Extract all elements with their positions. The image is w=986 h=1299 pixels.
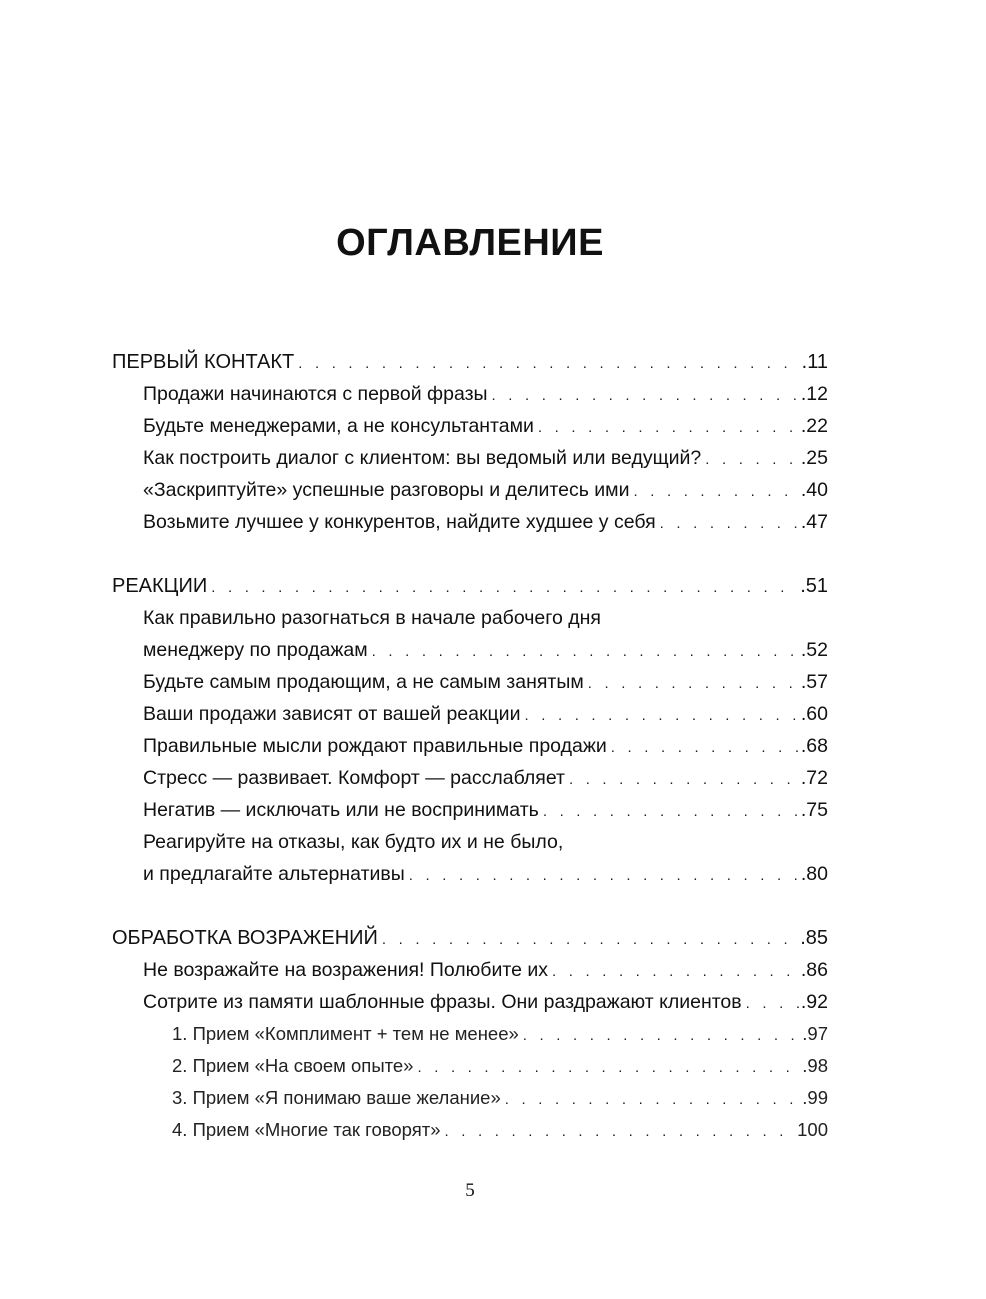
toc-heading-text: ПЕРВЫЙ КОНТАКТ bbox=[112, 351, 295, 373]
page-number: 5 bbox=[465, 1180, 475, 1201]
dot-leader bbox=[492, 380, 799, 412]
toc-page-number: .99 bbox=[802, 1087, 828, 1108]
toc-entry[interactable] bbox=[112, 762, 828, 794]
toc-page-number: .52 bbox=[800, 639, 828, 661]
toc-page-number: .92 bbox=[800, 991, 828, 1013]
toc-subentry-text: 1. Прием «Комплимент + тем не менее» bbox=[172, 1023, 519, 1044]
toc-entry-text: Сотрите из памяти шаблонные фразы. Они раздражают клиентов bbox=[143, 991, 742, 1013]
toc-page-number: .40 bbox=[800, 479, 828, 501]
dot-leader bbox=[538, 412, 799, 444]
toc-page-number: .86 bbox=[800, 959, 828, 981]
dot-leader bbox=[569, 764, 799, 796]
toc-subentry-text: 2. Прием «На своем опыте» bbox=[172, 1055, 414, 1076]
dot-leader bbox=[524, 700, 798, 732]
toc-entry-text: Как правильно разогнаться в начале рабочего дня bbox=[143, 607, 601, 629]
dot-leader bbox=[523, 1020, 800, 1052]
dot-leader bbox=[298, 348, 799, 380]
toc-entry-first-line[interactable] bbox=[112, 602, 828, 634]
toc-section-heading[interactable] bbox=[112, 346, 828, 378]
dot-leader bbox=[417, 1052, 800, 1084]
dot-leader bbox=[611, 732, 799, 764]
dot-leader bbox=[552, 956, 799, 988]
dot-leader bbox=[705, 444, 799, 476]
toc-page-number: .97 bbox=[802, 1023, 828, 1044]
toc-page-number: .75 bbox=[800, 799, 828, 821]
toc-page-number: .60 bbox=[800, 703, 828, 725]
toc-entry[interactable] bbox=[112, 634, 828, 666]
toc-entry-text: Продажи начинаются с первой фразы bbox=[143, 383, 488, 405]
toc-entry[interactable] bbox=[112, 954, 828, 986]
toc-page-number: .11 bbox=[801, 351, 828, 373]
toc-entry-text: и предлагайте альтернативы bbox=[143, 863, 405, 885]
dot-leader bbox=[372, 636, 799, 668]
toc-page-number: .51 bbox=[800, 575, 828, 597]
toc-page-number: .57 bbox=[800, 671, 828, 693]
toc-section-heading[interactable] bbox=[112, 570, 828, 602]
toc-section-heading[interactable] bbox=[112, 922, 828, 954]
dot-leader bbox=[505, 1084, 801, 1116]
toc-entry[interactable] bbox=[112, 474, 828, 506]
toc-subentry[interactable] bbox=[112, 1050, 828, 1082]
toc-entry-text: Будьте менеджерами, а не консультантами bbox=[143, 415, 534, 437]
toc-entry[interactable] bbox=[112, 378, 828, 410]
toc-page-number: .22 bbox=[800, 415, 828, 437]
toc-entry[interactable] bbox=[112, 794, 828, 826]
toc-entry-text: Будьте самым продающим, а не самым занятым bbox=[143, 671, 584, 693]
toc-entry-text: Как построить диалог с клиентом: вы ведомый или ведущий? bbox=[143, 447, 702, 469]
toc-entry-text: Ваши продажи зависят от вашей реакции bbox=[143, 703, 521, 725]
toc-entry[interactable] bbox=[112, 410, 828, 442]
dot-leader bbox=[445, 1116, 796, 1148]
toc-subentry[interactable] bbox=[112, 1018, 828, 1050]
toc-heading-text: РЕАКЦИИ bbox=[112, 575, 208, 597]
toc-entry[interactable] bbox=[112, 442, 828, 474]
toc-subentry[interactable] bbox=[112, 1082, 828, 1114]
toc-page-number: .12 bbox=[800, 383, 828, 405]
toc-entry-text: Возьмите лучшее у конкурентов, найдите худшее у себя bbox=[143, 511, 656, 533]
toc-section-objections bbox=[112, 922, 828, 1146]
toc-entry-first-line[interactable] bbox=[112, 826, 828, 858]
toc-entry[interactable] bbox=[112, 698, 828, 730]
toc-entry-text: «Заскриптуйте» успешные разговоры и делитесь ими bbox=[143, 479, 630, 501]
toc-page-number: .68 bbox=[800, 735, 828, 757]
toc-heading-text: ОБРАБОТКА ВОЗРАЖЕНИЙ bbox=[112, 927, 378, 949]
dot-leader bbox=[382, 924, 798, 956]
toc-section-first-contact bbox=[112, 346, 828, 538]
dot-leader bbox=[660, 508, 799, 540]
dot-leader bbox=[211, 572, 798, 604]
table-of-contents bbox=[112, 346, 828, 1146]
toc-entry-text: Не возражайте на возражения! Полюбите их bbox=[143, 959, 548, 981]
page-title: ОГЛАВЛЕНИЕ bbox=[336, 222, 604, 264]
toc-entry[interactable] bbox=[112, 666, 828, 698]
toc-entry[interactable] bbox=[112, 730, 828, 762]
toc-page-number: .72 bbox=[800, 767, 828, 789]
toc-section-reactions bbox=[112, 570, 828, 890]
toc-entry[interactable] bbox=[112, 858, 828, 890]
toc-entry-text: Реагируйте на отказы, как будто их и не было, bbox=[143, 831, 564, 853]
dot-leader bbox=[543, 796, 799, 828]
toc-entry-text: Правильные мысли рождают правильные продажи bbox=[143, 735, 607, 757]
toc-entry[interactable] bbox=[112, 986, 828, 1018]
toc-entry-text: менеджеру по продажам bbox=[143, 639, 368, 661]
toc-page-number: .98 bbox=[802, 1055, 828, 1076]
toc-subentry[interactable] bbox=[112, 1114, 828, 1146]
toc-entry-text: Негатив — исключать или не воспринимать bbox=[143, 799, 539, 821]
toc-page-number: 100 bbox=[797, 1119, 828, 1140]
toc-page-number: .25 bbox=[800, 447, 828, 469]
dot-leader bbox=[746, 988, 799, 1020]
toc-page-number: .85 bbox=[800, 927, 828, 949]
toc-page-number: .47 bbox=[800, 511, 828, 533]
toc-subentry-text: 4. Прием «Многие так говорят» bbox=[172, 1119, 441, 1140]
dot-leader bbox=[633, 476, 798, 508]
toc-subentry-text: 3. Прием «Я понимаю ваше желание» bbox=[172, 1087, 501, 1108]
toc-entry[interactable] bbox=[112, 506, 828, 538]
toc-page-number: .80 bbox=[800, 863, 828, 885]
dot-leader bbox=[409, 860, 799, 892]
dot-leader bbox=[588, 668, 799, 700]
toc-entry-text: Стресс — развивает. Комфорт — расслабляет bbox=[143, 767, 565, 789]
